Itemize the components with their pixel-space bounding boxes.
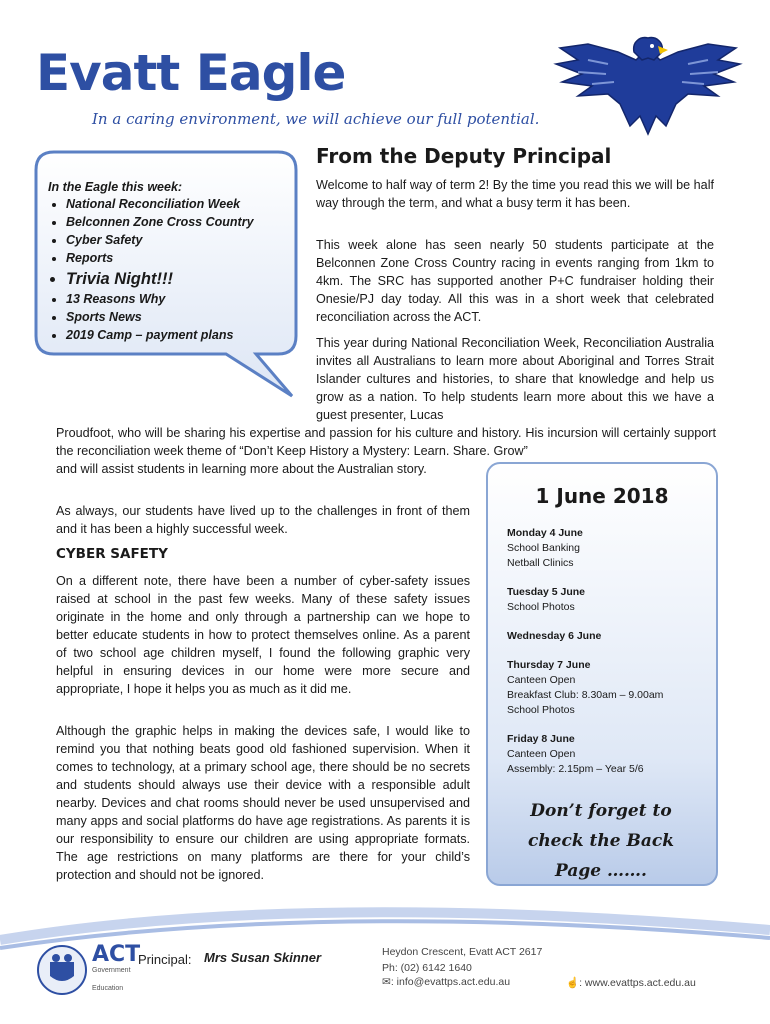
- contents-heading: In the Eagle this week:: [48, 180, 183, 194]
- school-motto: In a caring environment, we will achieve our full potential.: [92, 110, 540, 128]
- email-text: : info@evattps.act.edu.au: [390, 976, 511, 988]
- principal-label: Principal:: [138, 952, 192, 967]
- article-paragraph: Welcome to half way of term 2! By the time you read this we will be half way through the term, and what a busy term it has been.: [316, 178, 714, 210]
- calendar-day: [507, 526, 707, 571]
- reminder-line: Page …….: [555, 861, 647, 881]
- contents-item: • 2019 Camp – payment plans: [66, 328, 293, 343]
- day-label: Friday 8 June: [507, 733, 575, 745]
- cyber-safety-heading: CYBER SAFETY: [56, 546, 168, 562]
- act-crest-icon: [36, 942, 88, 998]
- article-paragraph: Proudfoot, who will be sharing his expertise and passion for his culture and history. His incursion will certainly support the reconciliation week theme of “Don’t Keep History a Mystery: Learn. Share. Grow”: [56, 426, 716, 458]
- contents-item: • Sports News: [66, 310, 293, 325]
- event-item: Netball Clinics: [507, 557, 574, 569]
- newsletter-title: Evatt Eagle: [36, 44, 346, 102]
- event-item: Breakfast Club: 8.30am – 9.00am: [507, 689, 664, 701]
- contents-item: • Reports: [66, 251, 293, 266]
- school-website: [566, 976, 696, 989]
- act-government-label: Government: [92, 967, 131, 974]
- website-text: : www.evattps.act.edu.au: [579, 977, 696, 989]
- event-item: Canteen Open: [507, 748, 576, 760]
- day-label: Wednesday 6 June: [507, 630, 602, 642]
- contents-item: • Belconnen Zone Cross Country: [66, 215, 293, 230]
- reminder-line: Don’t forget to: [530, 801, 672, 821]
- event-item: School Photos: [507, 704, 575, 716]
- contents-item: • Trivia Night!!!: [66, 269, 293, 289]
- article-title: From the Deputy Principal: [316, 144, 612, 168]
- act-wordmark: ACT: [92, 942, 141, 967]
- event-item: School Photos: [507, 601, 575, 613]
- envelope-icon: ✉: [382, 976, 391, 988]
- article-paragraph: As always, our students have lived up to the challenges in front of them and it has been a highly successful week.: [56, 504, 470, 536]
- article-paragraph: This week alone has seen nearly 50 students participate at the Belconnen Zone Cross Country racing in events ranging from 1km to 4km. The SRC has supported another P+C fundraiser holding their Onesie/PJ day today. All this was in a short week that celebrated reconciliation across the ACT.: [316, 238, 714, 324]
- eagle-logo-icon: [548, 30, 748, 140]
- contents-item: • Cyber Safety: [66, 233, 293, 248]
- article-paragraph: and will assist students in learning more about the Australian story.: [56, 462, 427, 476]
- event-item: Canteen Open: [507, 674, 576, 686]
- day-label: Thursday 7 June: [507, 659, 591, 671]
- act-education-label: Education: [92, 985, 124, 992]
- contents-list: [48, 180, 293, 346]
- day-label: Monday 4 June: [507, 527, 583, 539]
- school-email: [382, 976, 510, 988]
- back-page-reminder: [494, 796, 708, 886]
- reminder-line: check the Back: [527, 831, 675, 851]
- event-item: Assembly: 2.15pm – Year 5/6: [507, 763, 644, 775]
- contents-item: • 13 Reasons Why: [66, 292, 293, 307]
- contents-item: • National Reconciliation Week: [66, 197, 293, 212]
- school-phone: Ph: (02) 6142 1640: [382, 962, 472, 974]
- principal-name: Mrs Susan Skinner: [204, 950, 322, 965]
- pointing-hand-icon: ☝: [566, 977, 580, 989]
- calendar-events: [507, 526, 707, 791]
- calendar-day: [507, 585, 707, 615]
- event-item: School Banking: [507, 542, 580, 554]
- calendar-date: 1 June 2018: [535, 484, 669, 508]
- school-contact: [382, 944, 542, 976]
- day-label: Tuesday 5 June: [507, 586, 586, 598]
- article-paragraph: On a different note, there have been a number of cyber-safety issues raised at school in the past few weeks. Many of these safety issues originate in the home and only through a partnership can we hope to better educate students in how to protect themselves online. As a parent of two school age children myself, I found the following graphic very helpful in ensuring devices in our home were more secure and appropriate, I hope it helps you as much as it did me.: [56, 574, 470, 696]
- calendar-day: [507, 629, 707, 644]
- calendar-day: [507, 658, 707, 718]
- calendar-day: [507, 732, 707, 777]
- school-address: Heydon Crescent, Evatt ACT 2617: [382, 946, 543, 958]
- article-paragraph: Although the graphic helps in making the devices safe, I would like to remind you that nothing beats good old fashioned supervision. When it comes to technology, at a primary school age, there should be no secrets and students should always use their device with a responsible adult nearby. Devices and chat rooms should never be used unsupervised and many apps and social platforms do have age registrations. As parents it is our responsibility to ensure our children are using appropriate formats. The age restrictions on many platforms are there for your child’s protection and should not be ignored.: [56, 724, 470, 882]
- act-government-logo: [92, 944, 140, 992]
- article-paragraph: This year during National Reconciliation Week, Reconciliation Australia invites all Australians to learn more about Aboriginal and Torres Strait Islander cultures and histories, to share that knowledge and help us grow as a nation. To help students learn more about this we have a guest presenter, Lucas: [316, 336, 714, 422]
